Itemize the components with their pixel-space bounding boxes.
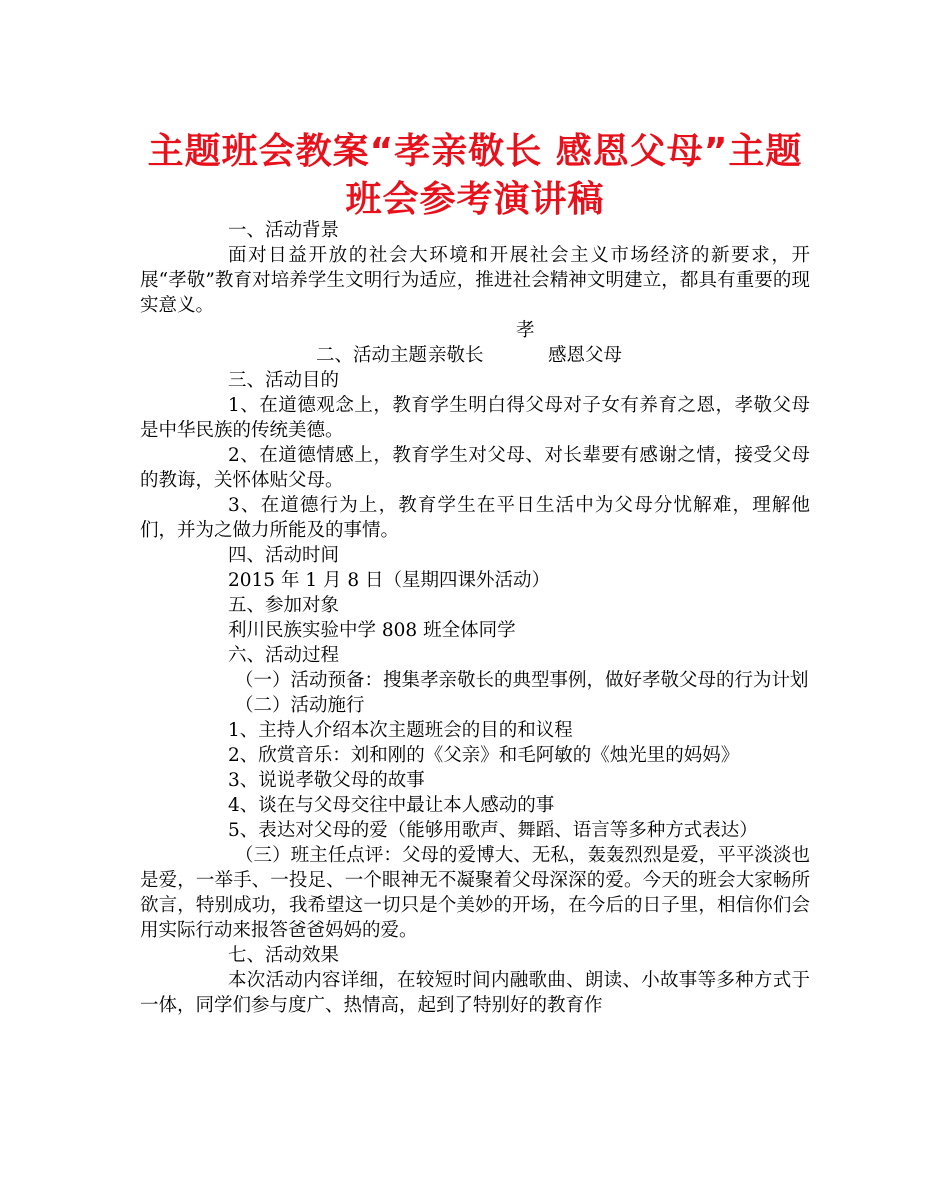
section-heading: 六、活动过程: [228, 645, 340, 666]
document-body: [140, 218, 810, 1018]
theme-line: [140, 318, 810, 368]
theme-text: 孝亲敬长: [428, 320, 535, 366]
list-item: 5、表达对父母的爱（能够用歌声、舞蹈、语言等多种方式表达）: [228, 820, 758, 841]
paragraph: 2、在道德情感上，教育学生对父母、对长辈要有感谢之情，接受父母的教诲，关怀体贴父母。: [140, 445, 810, 491]
list-item: 3、说说孝敬父母的故事: [228, 770, 425, 791]
list-item: 2、欣赏音乐：刘和刚的《父亲》和毛阿敏的《烛光里的妈妈》: [228, 745, 740, 766]
section-heading: 七、活动效果: [228, 945, 340, 966]
title-line-2: 班会参考演讲稿: [345, 179, 605, 220]
list-item: 1、主持人介绍本次主题班会的目的和议程: [228, 720, 573, 741]
paragraph: 面对日益开放的社会大环境和开展社会主义市场经济的新要求，开展“孝敬”教育对培养学生文明行为适应，推进社会精神文明建立，都具有重要的现实意义。: [140, 245, 810, 316]
theme-text: 感恩父母: [548, 345, 623, 366]
section-heading: 二、活动主题: [316, 345, 428, 366]
section-heading: 五、参加对象: [228, 595, 340, 616]
title-line-1: 主题班会教案“孝亲敬长 感恩父母”主题: [147, 131, 803, 172]
section-heading: 三、活动目的: [228, 370, 340, 391]
paragraph: （二）活动施行: [235, 695, 365, 716]
paragraph: （三）班主任点评：父母的爱博大、无私，轰轰烈烈是爱，平平淡淡也是爱，一举手、一投足、一个眼神无不凝聚着父母深深的爱。今天的班会大家畅所欲言，特别成功，我希望这一切只是个美妙的开场，在今后的日子里，相信你们会用实际行动来报答爸爸妈妈的爱。: [140, 845, 810, 941]
document-title: [120, 128, 830, 224]
paragraph: 1、在道德观念上，教育学生明白得父母对子女有养育之恩，孝敬父母是中华民族的传统美德。: [140, 395, 810, 441]
paragraph: 2015 年 1 月 8 日（星期四课外活动）: [228, 570, 551, 591]
paragraph: （一）活动预备：搜集孝亲敬长的典型事例，做好孝敬父母的行为计划: [235, 670, 809, 691]
paragraph: 本次活动内容详细，在较短时间内融歌曲、朗读、小故事等多种方式于一体，同学们参与度广、热情高，起到了特别好的教育作: [140, 970, 810, 1016]
section-heading: 四、活动时间: [228, 545, 340, 566]
paragraph: 3、在道德行为上，教育学生在平日生活中为父母分忧解难，理解他们，并为之做力所能及的事情。: [140, 495, 810, 541]
section-heading: 一、活动背景: [228, 220, 340, 241]
paragraph: 利川民族实验中学 808 班全体同学: [228, 620, 516, 641]
list-item: 4、谈在与父母交往中最让本人感动的事: [228, 795, 555, 816]
